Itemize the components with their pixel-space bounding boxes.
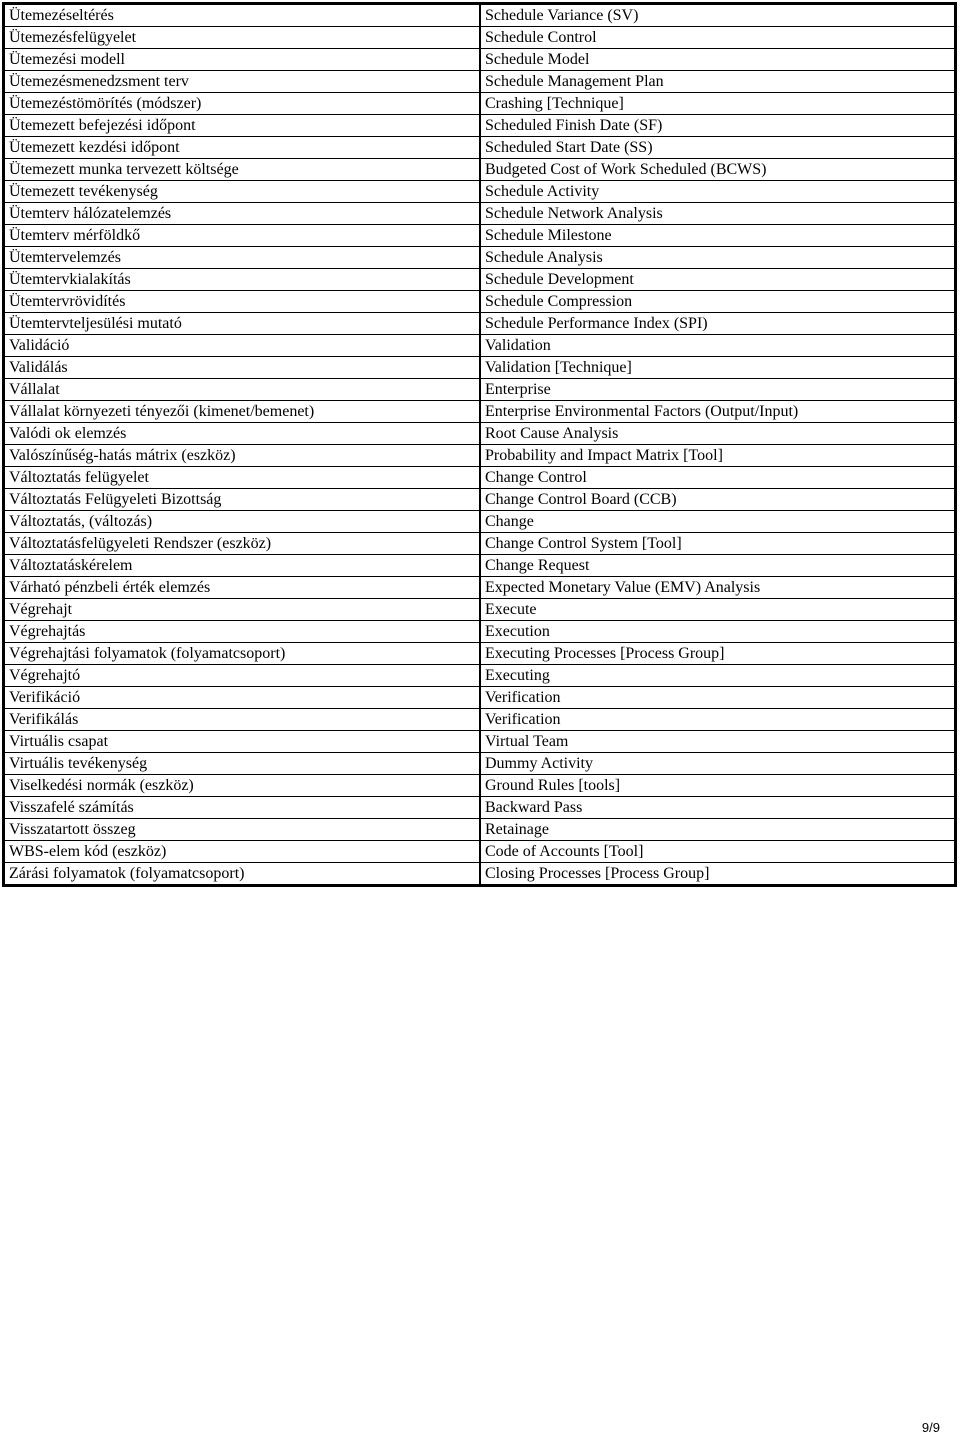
- glossary-table-body: [4, 4, 956, 886]
- table-row: [4, 291, 956, 313]
- hungarian-term-cell: Változtatás, (változás): [4, 511, 481, 533]
- english-term-cell: Executing: [480, 665, 956, 687]
- table-row: [4, 4, 956, 27]
- table-row: [4, 555, 956, 577]
- table-row: [4, 819, 956, 841]
- table-row: [4, 335, 956, 357]
- hungarian-term-cell: Ütemezéstömörítés (módszer): [4, 93, 481, 115]
- hungarian-term-cell: Ütemtervrövidítés: [4, 291, 481, 313]
- english-term-cell: Execute: [480, 599, 956, 621]
- table-row: [4, 115, 956, 137]
- hungarian-term-cell: Ütemezésfelügyelet: [4, 27, 481, 49]
- table-row: [4, 511, 956, 533]
- table-row: [4, 599, 956, 621]
- hungarian-term-cell: Validálás: [4, 357, 481, 379]
- hungarian-term-cell: Ütemezett tevékenység: [4, 181, 481, 203]
- english-term-cell: Change Control System [Tool]: [480, 533, 956, 555]
- table-row: [4, 621, 956, 643]
- table-row: [4, 643, 956, 665]
- table-row: [4, 533, 956, 555]
- hungarian-term-cell: Visszafelé számítás: [4, 797, 481, 819]
- table-row: [4, 225, 956, 247]
- hungarian-term-cell: Verifikáció: [4, 687, 481, 709]
- hungarian-term-cell: Végrehajt: [4, 599, 481, 621]
- hungarian-term-cell: Ütemezési modell: [4, 49, 481, 71]
- english-term-cell: Schedule Variance (SV): [480, 4, 956, 27]
- english-term-cell: Budgeted Cost of Work Scheduled (BCWS): [480, 159, 956, 181]
- hungarian-term-cell: Ütemezett munka tervezett költsége: [4, 159, 481, 181]
- hungarian-term-cell: Változtatáskérelem: [4, 555, 481, 577]
- table-row: [4, 269, 956, 291]
- hungarian-term-cell: Végrehajtási folyamatok (folyamatcsoport): [4, 643, 481, 665]
- english-term-cell: Virtual Team: [480, 731, 956, 753]
- english-term-cell: Change Request: [480, 555, 956, 577]
- hungarian-term-cell: Változtatás Felügyeleti Bizottság: [4, 489, 481, 511]
- english-term-cell: Verification: [480, 687, 956, 709]
- english-term-cell: Scheduled Finish Date (SF): [480, 115, 956, 137]
- english-term-cell: Schedule Development: [480, 269, 956, 291]
- hungarian-term-cell: Ütemtervkialakítás: [4, 269, 481, 291]
- english-term-cell: Change Control: [480, 467, 956, 489]
- table-row: [4, 665, 956, 687]
- table-row: [4, 313, 956, 335]
- hungarian-term-cell: Ütemterv hálózatelemzés: [4, 203, 481, 225]
- hungarian-term-cell: Ütemezett kezdési időpont: [4, 137, 481, 159]
- english-term-cell: Schedule Control: [480, 27, 956, 49]
- table-row: [4, 93, 956, 115]
- hungarian-term-cell: Valódi ok elemzés: [4, 423, 481, 445]
- hungarian-term-cell: Ütemezéseltérés: [4, 4, 481, 27]
- table-row: [4, 203, 956, 225]
- english-term-cell: Schedule Model: [480, 49, 956, 71]
- hungarian-term-cell: Validáció: [4, 335, 481, 357]
- page-number: 9/9: [921, 1420, 940, 1435]
- hungarian-term-cell: Viselkedési normák (eszköz): [4, 775, 481, 797]
- hungarian-term-cell: Virtuális tevékenység: [4, 753, 481, 775]
- table-row: [4, 797, 956, 819]
- table-row: [4, 247, 956, 269]
- hungarian-term-cell: Ütemezésmenedzsment terv: [4, 71, 481, 93]
- english-term-cell: Ground Rules [tools]: [480, 775, 956, 797]
- english-term-cell: Schedule Network Analysis: [480, 203, 956, 225]
- english-term-cell: Backward Pass: [480, 797, 956, 819]
- english-term-cell: Enterprise Environmental Factors (Output/Input): [480, 401, 956, 423]
- english-term-cell: Scheduled Start Date (SS): [480, 137, 956, 159]
- hungarian-term-cell: Ütemtervteljesülési mutató: [4, 313, 481, 335]
- english-term-cell: Dummy Activity: [480, 753, 956, 775]
- table-row: [4, 709, 956, 731]
- table-row: [4, 467, 956, 489]
- hungarian-term-cell: Ütemezett befejezési időpont: [4, 115, 481, 137]
- table-row: [4, 379, 956, 401]
- table-row: [4, 489, 956, 511]
- table-row: [4, 27, 956, 49]
- table-row: [4, 863, 956, 886]
- english-term-cell: Expected Monetary Value (EMV) Analysis: [480, 577, 956, 599]
- table-row: [4, 753, 956, 775]
- hungarian-term-cell: Valószínűség-hatás mátrix (eszköz): [4, 445, 481, 467]
- table-row: [4, 49, 956, 71]
- english-term-cell: Schedule Milestone: [480, 225, 956, 247]
- hungarian-term-cell: Végrehajtás: [4, 621, 481, 643]
- english-term-cell: Validation: [480, 335, 956, 357]
- table-row: [4, 775, 956, 797]
- english-term-cell: Validation [Technique]: [480, 357, 956, 379]
- hungarian-term-cell: WBS-elem kód (eszköz): [4, 841, 481, 863]
- hungarian-term-cell: Változtatásfelügyeleti Rendszer (eszköz): [4, 533, 481, 555]
- table-row: [4, 159, 956, 181]
- hungarian-term-cell: Végrehajtó: [4, 665, 481, 687]
- english-term-cell: Enterprise: [480, 379, 956, 401]
- table-row: [4, 401, 956, 423]
- glossary-table: [2, 2, 957, 887]
- english-term-cell: Probability and Impact Matrix [Tool]: [480, 445, 956, 467]
- english-term-cell: Root Cause Analysis: [480, 423, 956, 445]
- hungarian-term-cell: Vállalat környezeti tényezői (kimenet/bemenet): [4, 401, 481, 423]
- hungarian-term-cell: Várható pénzbeli érték elemzés: [4, 577, 481, 599]
- hungarian-term-cell: Zárási folyamatok (folyamatcsoport): [4, 863, 481, 886]
- table-row: [4, 445, 956, 467]
- table-row: [4, 181, 956, 203]
- hungarian-term-cell: Vállalat: [4, 379, 481, 401]
- english-term-cell: Closing Processes [Process Group]: [480, 863, 956, 886]
- table-row: [4, 687, 956, 709]
- table-row: [4, 731, 956, 753]
- table-row: [4, 423, 956, 445]
- hungarian-term-cell: Változtatás felügyelet: [4, 467, 481, 489]
- table-row: [4, 137, 956, 159]
- hungarian-term-cell: Ütemterv mérföldkő: [4, 225, 481, 247]
- english-term-cell: Change Control Board (CCB): [480, 489, 956, 511]
- hungarian-term-cell: Verifikálás: [4, 709, 481, 731]
- english-term-cell: Retainage: [480, 819, 956, 841]
- hungarian-term-cell: Ütemtervelemzés: [4, 247, 481, 269]
- english-term-cell: Change: [480, 511, 956, 533]
- english-term-cell: Execution: [480, 621, 956, 643]
- english-term-cell: Code of Accounts [Tool]: [480, 841, 956, 863]
- table-row: [4, 357, 956, 379]
- english-term-cell: Executing Processes [Process Group]: [480, 643, 956, 665]
- table-row: [4, 577, 956, 599]
- english-term-cell: Verification: [480, 709, 956, 731]
- english-term-cell: Schedule Activity: [480, 181, 956, 203]
- english-term-cell: Schedule Analysis: [480, 247, 956, 269]
- table-row: [4, 71, 956, 93]
- english-term-cell: Schedule Management Plan: [480, 71, 956, 93]
- hungarian-term-cell: Virtuális csapat: [4, 731, 481, 753]
- english-term-cell: Crashing [Technique]: [480, 93, 956, 115]
- english-term-cell: Schedule Performance Index (SPI): [480, 313, 956, 335]
- table-row: [4, 841, 956, 863]
- english-term-cell: Schedule Compression: [480, 291, 956, 313]
- hungarian-term-cell: Visszatartott összeg: [4, 819, 481, 841]
